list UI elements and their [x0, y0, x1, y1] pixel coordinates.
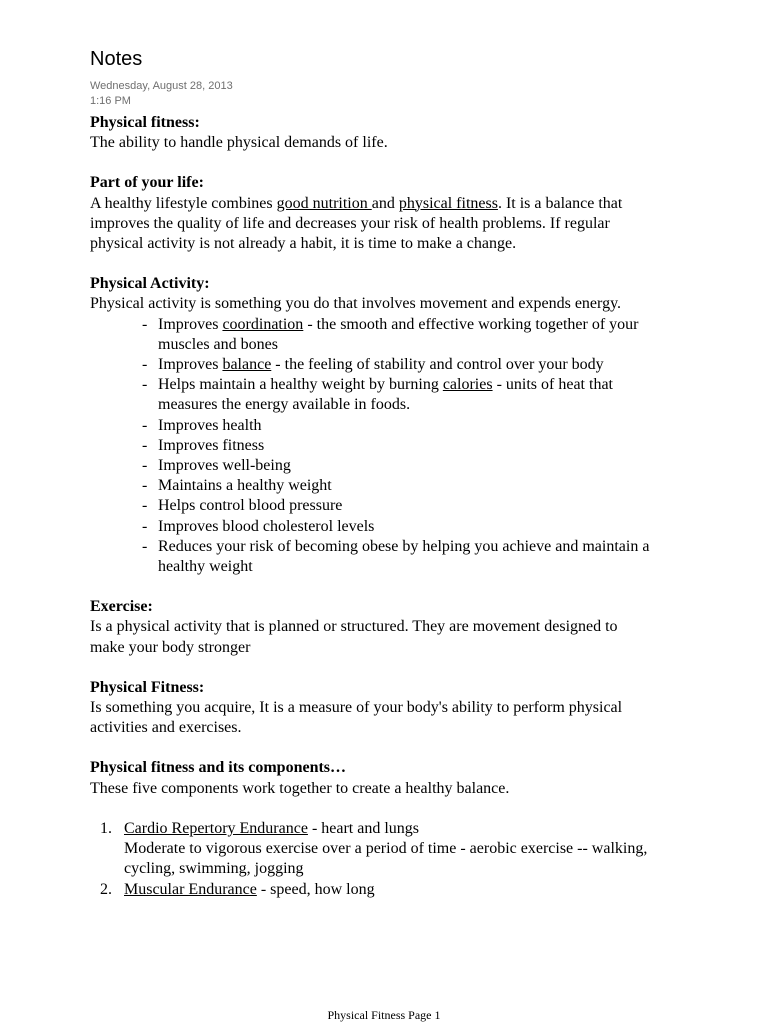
text-run: and — [371, 194, 399, 212]
list-item — [100, 819, 650, 880]
list-item — [142, 456, 650, 476]
note-title[interactable]: Notes — [90, 48, 143, 70]
section-physical-activity — [90, 274, 650, 577]
text-run: - speed, how long — [256, 880, 375, 898]
section-text: The ability to handle physical demands of life. — [90, 134, 388, 152]
text-run: - the feeling of stability and control over your body — [271, 356, 604, 374]
text-run: A healthy lifestyle combines — [90, 194, 277, 212]
text-run: Improves — [158, 315, 223, 333]
section-text: These five components work together to create a healthy balance. — [90, 779, 510, 797]
text-run: . It is a balance that improves the quality of life and decreases your risk of health problems. If regular physical activity is not already a habit, it is time to make a change. — [90, 194, 623, 253]
section-heading: Physical fitness: — [90, 114, 200, 131]
text-run: Helps control blood pressure — [158, 497, 343, 515]
numbered-list — [90, 819, 650, 900]
underlined-term-calories: calories — [442, 376, 493, 394]
list-item — [142, 375, 650, 415]
dash-bullet: - — [142, 416, 148, 434]
text-run: - the smooth and effective working together of your muscles and bones — [158, 315, 639, 353]
list-item — [142, 496, 650, 516]
section-components — [90, 758, 650, 899]
note-date: Wednesday, August 28, 2013 — [90, 80, 233, 92]
dash-bullet: - — [142, 497, 148, 515]
section-physical-fitness-definition — [90, 113, 650, 153]
underlined-term-cardio: Cardio Repertory Endurance — [124, 819, 308, 837]
text-run: Reduces your risk of becoming obese by helping you achieve and maintain a healthy weight — [158, 537, 650, 576]
bullet-list — [90, 315, 650, 578]
dash-bullet: - — [142, 376, 148, 394]
section-heading: Part of your life: — [90, 174, 204, 192]
section-exercise — [90, 597, 650, 658]
section-text: Is a physical activity that is planned or structured. They are movement designed to make your body stronger — [90, 618, 618, 656]
list-item — [142, 315, 650, 355]
section-part-of-your-life — [90, 173, 650, 254]
list-number: 1. — [100, 819, 112, 837]
underlined-term-coordination: coordination — [222, 315, 304, 333]
list-item — [142, 476, 650, 496]
text-run: Improves fitness — [158, 436, 265, 454]
text-run: Improves — [158, 356, 223, 374]
list-number: 2. — [100, 880, 112, 898]
list-item — [100, 880, 650, 900]
text-run: - heart and lungs — [307, 819, 420, 837]
text-run: Improves health — [158, 416, 262, 434]
note-page — [90, 46, 650, 900]
dash-bullet: - — [142, 537, 148, 555]
dash-bullet: - — [142, 477, 148, 495]
list-item — [142, 517, 650, 537]
underlined-term-balance: balance — [222, 356, 272, 374]
section-physical-fitness — [90, 678, 650, 739]
dash-bullet: - — [142, 457, 148, 475]
text-run: Maintains a healthy weight — [158, 477, 332, 495]
section-text: Physical activity is something you do that involves movement and expends energy. — [90, 295, 622, 313]
dash-bullet: - — [142, 436, 148, 454]
dash-bullet: - — [142, 315, 148, 333]
list-item — [142, 416, 650, 436]
section-heading: Exercise: — [90, 598, 153, 616]
section-heading: Physical Fitness: — [90, 678, 205, 696]
underlined-term-muscular-endurance: Muscular Endurance — [124, 880, 257, 898]
underlined-term-good-nutrition: good nutrition — [276, 194, 372, 212]
section-text: Is something you acquire, It is a measure of your body's ability to perform physical activities and exercises. — [90, 699, 623, 737]
list-item — [142, 436, 650, 456]
section-heading: Physical Activity: — [90, 275, 210, 293]
page-footer: Physical Fitness Page 1 — [327, 1008, 441, 1022]
underlined-term-physical-fitness: physical fitness — [398, 194, 498, 212]
text-run: Helps maintain a healthy weight by burning — [158, 376, 443, 394]
dash-bullet: - — [142, 517, 148, 535]
list-item — [142, 355, 650, 375]
section-text — [90, 194, 650, 255]
text-run: - units of heat that measures the energy available in foods. — [158, 376, 613, 414]
list-item-detail: Moderate to vigorous exercise over a period of time - aerobic exercise -- walking, cycling, swimming, jogging — [124, 840, 648, 878]
note-time: 1:16 PM — [90, 95, 131, 107]
list-item — [142, 537, 650, 577]
section-heading: Physical fitness and its components… — [90, 759, 347, 777]
text-run: Improves well-being — [158, 457, 291, 475]
text-run: Improves blood cholesterol levels — [158, 517, 375, 535]
dash-bullet: - — [142, 356, 148, 374]
